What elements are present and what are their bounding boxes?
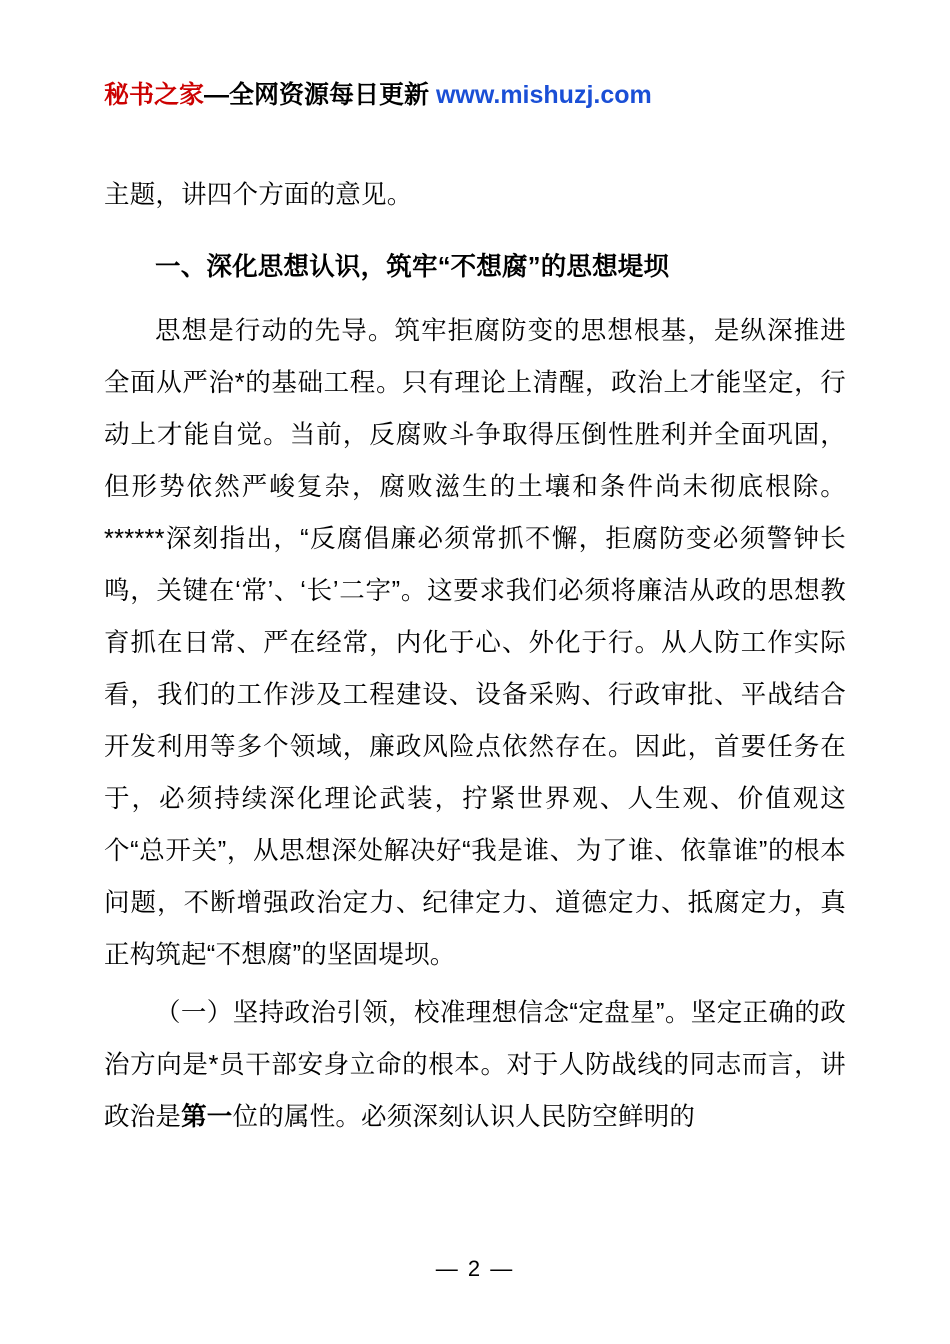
paragraph-opening: 主题，讲四个方面的意见。 (104, 181, 413, 209)
paragraph-2-emphasis: 第一 (181, 1103, 233, 1131)
paragraph-2-text-a: （一）坚持政治引领，校准理想信念“定盘星”。坚定正确的政治方向是*员干部安身立命的根本。对于人防战线的同志而言，讲政治是 (104, 999, 846, 1131)
paragraph-2 (104, 987, 846, 1143)
section-heading-1: 一、深化思想认识，筑牢“不想腐”的思想堤坝 (155, 253, 670, 281)
document-body (104, 169, 846, 1143)
page-number: — 2 — (435, 1256, 515, 1281)
watermark-url[interactable]: www.mishuzj.com (435, 81, 652, 109)
watermark-banner (104, 78, 846, 113)
watermark-brand: 秘书之家 (104, 81, 205, 109)
watermark-tagline: —全网资源每日更新 (204, 81, 436, 109)
paragraph-1: 思想是行动的先导。筑牢拒腐防变的思想根基，是纵深推进全面从严治*的基础工程。只有理论上清醒，政治上才能坚定，行动上才能自觉。当前，反腐败斗争取得压倒性胜利并全面巩固，但形势依然严峻复杂，腐败滋生的土壤和条件尚未彻底根除。******深刻指出，“反腐倡廉必须常抓不懈，拒腐防变必须警钟长鸣，关键在‘常’、‘长’二字”。这要求我们必须将廉洁从政的思想教育抓在日常、严在经常，内化于心、外化于行。从人防工作实际看，我们的工作涉及工程建设、设备采购、行政审批、平战结合开发利用等多个领域，廉政风险点依然存在。因此，首要任务在于，必须持续深化理论武装，拧紧世界观、人生观、价值观这个“总开关”，从思想深处解决好“我是谁、为了谁、依靠谁”的根本问题，不断增强政治定力、纪律定力、道德定力、抵腐定力，真正构筑起“不想腐”的坚固堤坝。 (104, 317, 846, 969)
paragraph-2-text-b: 位的属性。必须深刻认识人民防空鲜明的 (232, 1103, 696, 1131)
